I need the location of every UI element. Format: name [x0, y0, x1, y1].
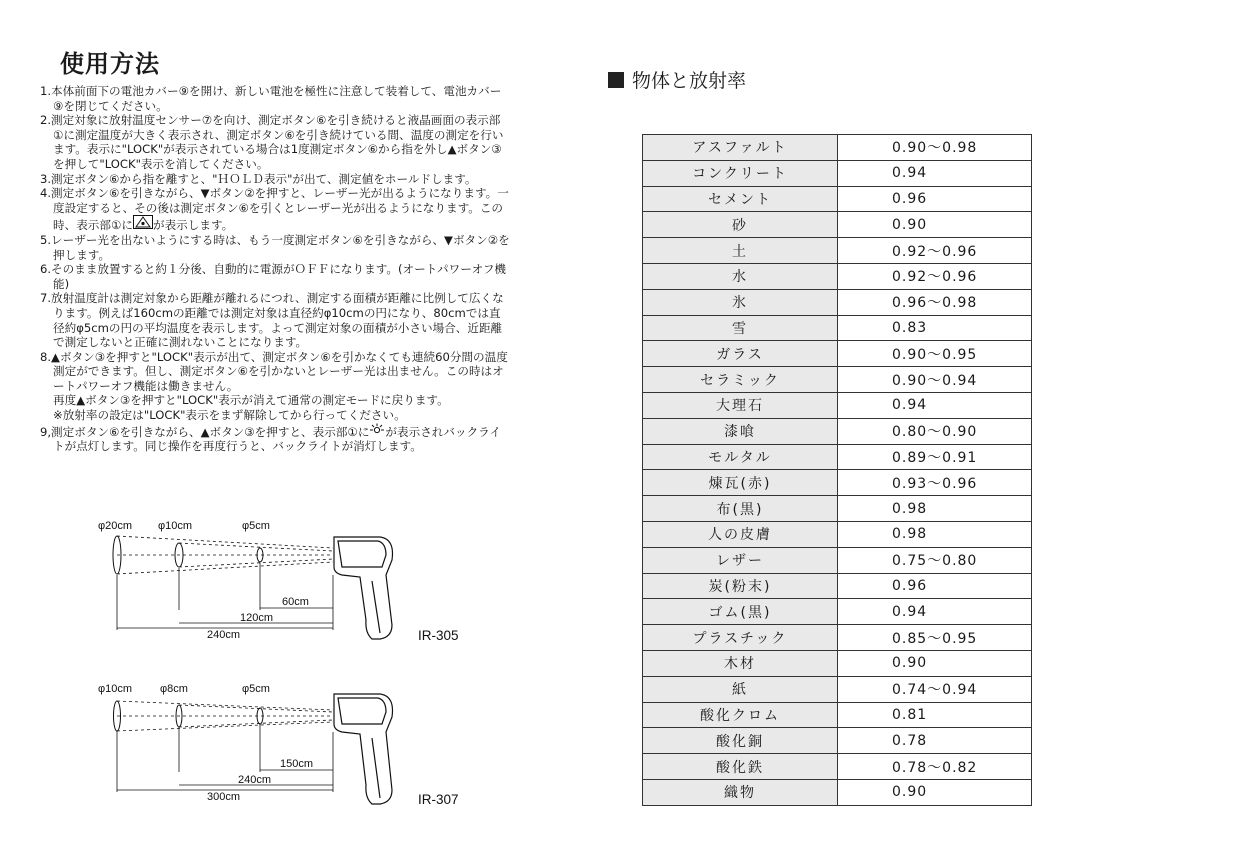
distance-label: 150cm [280, 758, 314, 770]
spot-size-label: φ5cm [242, 520, 270, 532]
emissivity-cell: 0.90～0.94 [838, 367, 1032, 393]
table-row [643, 521, 1032, 547]
beam-lines [117, 701, 333, 731]
spot-size-label: φ8cm [160, 683, 188, 695]
emissivity-cell: 0.98 [838, 496, 1032, 522]
instruction-step-5: 5.レーザー光を出ないようにする時は、もう一度測定ボタン⑥を引きながら、▼ボタン②を押します。 [40, 232, 510, 262]
emissivity-cell: 0.90～0.98 [838, 135, 1032, 161]
instruction-step-4 [40, 186, 510, 233]
instruction-step-3: 3.測定ボタン⑥から指を離すと、"ＨＯＬＤ表示"が出て、測定値をホールドします。 [40, 171, 477, 186]
table-row [643, 392, 1032, 418]
instruction-step-2: 2.測定対象に放射温度センサー⑦を向け、測定ボタン⑥を引き続けると液晶画面の表示部①に測定温度が大きく表示され、測定ボタン⑥を引き続けている間、温度の測定を行います。表示に"LOCK"が表示されている場合は1度測定ボタン⑥から指を外し▲ボタン③を押して"LOCK"表示を消してください。 [40, 113, 504, 171]
emissivity-cell: 0.78 [838, 728, 1032, 754]
instructions [40, 84, 510, 454]
emissivity-cell: 0.94 [838, 392, 1032, 418]
model-label: IR-305 [418, 628, 459, 643]
instruction-step-6: 6.そのまま放置すると約１分後、自動的に電源がＯＦＦになります。(オートパワーオフ機能) [40, 262, 507, 291]
laser-warning-icon [133, 215, 153, 232]
material-cell: モルタル [643, 444, 838, 470]
instruction-step-9 [40, 423, 510, 454]
emissivity-cell: 0.92～0.96 [838, 263, 1032, 289]
material-cell: 煉瓦(赤) [643, 470, 838, 496]
emissivity-cell: 0.90 [838, 650, 1032, 676]
emissivity-title [608, 66, 746, 93]
material-cell: 織物 [643, 779, 838, 805]
material-cell: 氷 [643, 289, 838, 315]
table-row [643, 444, 1032, 470]
table-row [643, 547, 1032, 573]
table-row [643, 676, 1032, 702]
page-title: 使用方法 [60, 50, 160, 78]
material-cell: プラスチック [643, 625, 838, 651]
material-cell: 土 [643, 238, 838, 264]
emissivity-cell: 0.85～0.95 [838, 625, 1032, 651]
emissivity-title-text: 物体と放射率 [632, 70, 747, 92]
emissivity-cell: 0.96 [838, 186, 1032, 212]
emissivity-cell: 0.93～0.96 [838, 470, 1032, 496]
emissivity-cell: 0.96 [838, 573, 1032, 599]
thermometer-illustration [334, 694, 393, 804]
square-bullet-icon [608, 72, 624, 88]
table-row [643, 341, 1032, 367]
table-row [643, 160, 1032, 186]
material-cell: レザー [643, 547, 838, 573]
material-cell: 酸化銅 [643, 728, 838, 754]
material-cell: 人の皮膚 [643, 521, 838, 547]
table-row [643, 135, 1032, 161]
distance-label: 240cm [207, 629, 241, 641]
material-cell: 水 [643, 263, 838, 289]
instruction-step-7: 7.放射温度計は測定対象から距離が離れるにつれ、測定する面積が距離に比例して広くなります。例えば160cmの距離では測定対象は直径約φ10cmの円になり、80cmでは直径約φ5cmの円の平均温度を表示します。よって測定対象の面積が小さい場合、近距離で測定しないと正確に測れないことになります。 [40, 291, 504, 350]
distance-diagram-ir307 [80, 680, 480, 819]
emissivity-cell: 0.80～0.90 [838, 418, 1032, 444]
backlight-icon [369, 423, 385, 439]
emissivity-cell: 0.90～0.95 [838, 341, 1032, 367]
emissivity-table [642, 134, 1032, 806]
table-row [643, 263, 1032, 289]
instruction-step-4-text: 4.測定ボタン⑥を引きながら、▼ボタン②を押すと、レーザー光が出るようになります。一度設定すると、その後は測定ボタン⑥を引くとレーザー光が出るようになります。この時、表示部①に [40, 186, 509, 233]
emissivity-cell: 0.81 [838, 702, 1032, 728]
material-cell: 酸化クロム [643, 702, 838, 728]
distance-label: 300cm [207, 791, 241, 803]
emissivity-cell: 0.83 [838, 315, 1032, 341]
model-label: IR-307 [418, 792, 459, 807]
emissivity-cell: 0.94 [838, 160, 1032, 186]
beam-lines [117, 536, 333, 574]
table-row [643, 418, 1032, 444]
material-cell: 漆喰 [643, 418, 838, 444]
spot-size-label: φ20cm [98, 520, 133, 532]
material-cell: 紙 [643, 676, 838, 702]
emissivity-cell: 0.98 [838, 521, 1032, 547]
material-cell: 大理石 [643, 392, 838, 418]
instruction-step-8-note-1: 再度▲ボタン③を押すと"LOCK"表示が消えて通常の測定モードに戻ります。 [53, 393, 449, 408]
table-row [643, 650, 1032, 676]
table-row [643, 289, 1032, 315]
material-cell: 炭(粉末) [643, 573, 838, 599]
material-cell: 布(黒) [643, 496, 838, 522]
table-row [643, 599, 1032, 625]
material-cell: セラミック [643, 367, 838, 393]
emissivity-cell: 0.96～0.98 [838, 289, 1032, 315]
instruction-step-4-tail: が表示します。 [152, 218, 234, 233]
material-cell: ガラス [643, 341, 838, 367]
instruction-step-1: 1.本体前面下の電池カバー⑨を開け、新しい電池を極性に注意して装着して、電池カバー⑨を閉じてください。 [40, 84, 502, 113]
instruction-step-9-tail: が表示されバックライトが点灯します。同じ操作を再度行うと、バックライトが消灯します。 [53, 424, 502, 454]
instruction-step-9-text: 9,測定ボタン⑥を引きながら、▲ボタン③を押すと、表示部①に [40, 424, 370, 439]
table-row [643, 496, 1032, 522]
material-cell: ゴム(黒) [643, 599, 838, 625]
material-cell: コンクリート [643, 160, 838, 186]
distance-label: 240cm [238, 774, 272, 786]
table-row [643, 238, 1032, 264]
emissivity-cell: 0.75～0.80 [838, 547, 1032, 573]
table-row [643, 470, 1032, 496]
material-cell: 木材 [643, 650, 838, 676]
table-row [643, 625, 1032, 651]
emissivity-cell: 0.78～0.82 [838, 754, 1032, 780]
thermometer-illustration [334, 537, 393, 639]
distance-label: 120cm [240, 612, 274, 624]
emissivity-cell: 0.94 [838, 599, 1032, 625]
spot-size-label: φ10cm [98, 683, 133, 695]
table-row [643, 186, 1032, 212]
material-cell: 砂 [643, 212, 838, 238]
emissivity-cell: 0.89～0.91 [838, 444, 1032, 470]
table-row [643, 573, 1032, 599]
emissivity-cell: 0.90 [838, 212, 1032, 238]
material-cell: セメント [643, 186, 838, 212]
instruction-step-8-note-2: ※放射率の設定は"LOCK"表示をまず解除してから行ってください。 [53, 408, 406, 423]
table-row [643, 212, 1032, 238]
instruction-step-8: 8.▲ボタン③を押すと"LOCK"表示が出て、測定ボタン⑥を引かなくても連続60分間の温度測定ができます。但し、測定ボタン⑥を引かないとレーザー光は出ません。この時はオートパワーオフ機能は働きません。 [40, 349, 508, 393]
material-cell: 雪 [643, 315, 838, 341]
table-row [643, 754, 1032, 780]
table-row [643, 702, 1032, 728]
table-row [643, 779, 1032, 805]
table-row [643, 315, 1032, 341]
distance-label: 60cm [282, 596, 309, 608]
distance-diagram-ir305 [80, 515, 480, 654]
emissivity-cell: 0.74～0.94 [838, 676, 1032, 702]
emissivity-cell: 0.92～0.96 [838, 238, 1032, 264]
table-row [643, 367, 1032, 393]
spot-size-label: φ5cm [242, 683, 270, 695]
emissivity-cell: 0.90 [838, 779, 1032, 805]
material-cell: アスファルト [643, 135, 838, 161]
spot-size-label: φ10cm [158, 520, 193, 532]
table-row [643, 728, 1032, 754]
material-cell: 酸化鉄 [643, 754, 838, 780]
